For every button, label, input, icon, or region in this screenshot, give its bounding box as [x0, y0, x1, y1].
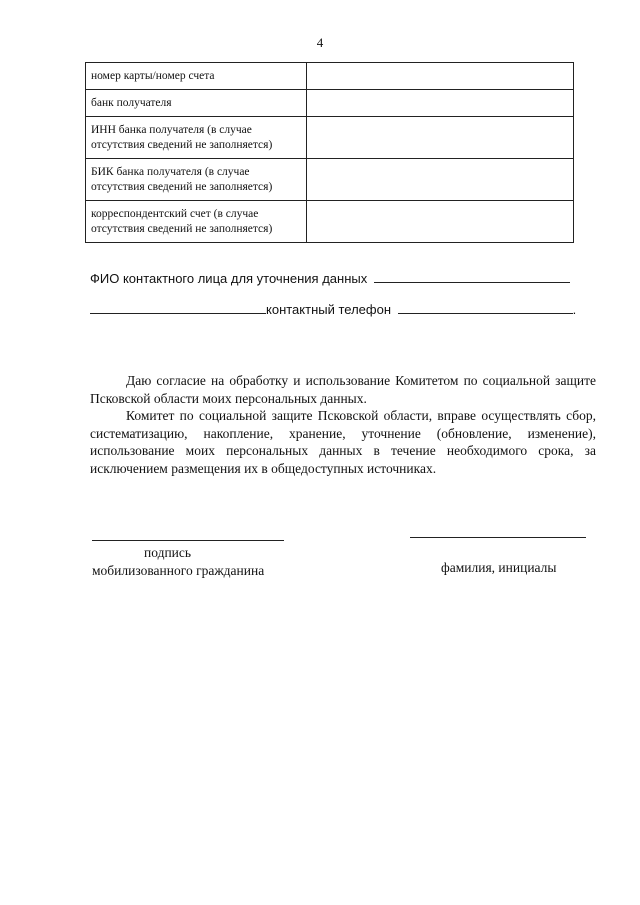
- card-number-field[interactable]: [307, 63, 574, 90]
- table-row: [86, 201, 574, 243]
- consent-text: [90, 372, 596, 477]
- recipient-bank-field[interactable]: [307, 90, 574, 117]
- bank-bik-label: БИК банка получателя (в случае отсутствия сведений не заполняется): [86, 159, 307, 201]
- table-row: [86, 90, 574, 117]
- page-number: 4: [316, 35, 324, 50]
- contact-phone-line: [90, 302, 576, 317]
- contact-name-continuation-input[interactable]: [90, 302, 266, 314]
- corr-account-label: корреспондентский счет (в случае отсутствия сведений не заполняется): [86, 201, 307, 243]
- table-row: [86, 117, 574, 159]
- bank-details-table: [85, 62, 574, 243]
- rights-paragraph: Комитет по социальной защите Псковской области, вправе осуществлять сбор, систематизацию, накопление, хранение, уточнение (обновление, изменение), использование моих персональных данных в течение необходимого срока, за исключением размещения их в общедоступных источниках.: [90, 408, 596, 476]
- table-row: [86, 63, 574, 90]
- bank-inn-field[interactable]: [307, 117, 574, 159]
- name-initials-caption: фамилия, инициалы: [441, 560, 557, 575]
- consent-paragraph: Даю согласие на обработку и использование Комитетом по социальной защите Псковской области моих персональных данных.: [90, 373, 596, 406]
- corr-account-field[interactable]: [307, 201, 574, 243]
- contact-phone-label: контактный телефон: [266, 302, 391, 317]
- bank-inn-label: ИНН банка получателя (в случае отсутствия сведений не заполняется): [86, 117, 307, 159]
- table-row: [86, 159, 574, 201]
- bank-bik-field[interactable]: [307, 159, 574, 201]
- name-initials-line[interactable]: [410, 537, 586, 538]
- contact-fio-label: ФИО контактного лица для уточнения данных: [90, 271, 368, 286]
- contact-phone-input[interactable]: [398, 302, 573, 314]
- card-number-label: номер карты/номер счета: [86, 63, 307, 90]
- contact-end-period: .: [572, 302, 577, 317]
- signature-line[interactable]: [92, 540, 284, 541]
- contact-fio-line: [90, 271, 570, 286]
- mobilized-citizen-caption: мобилизованного гражданина: [92, 563, 265, 578]
- recipient-bank-label: банк получателя: [86, 90, 307, 117]
- signature-caption: подпись: [144, 545, 192, 560]
- contact-fio-input[interactable]: [374, 271, 570, 283]
